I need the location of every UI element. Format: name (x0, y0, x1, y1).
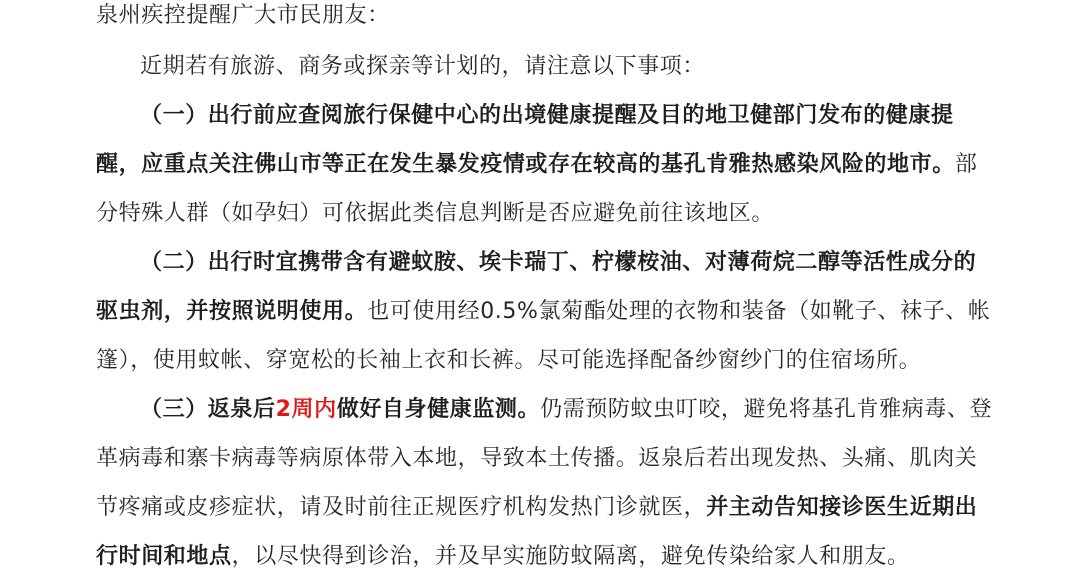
item3-line3-normal-text: 节疼痛或皮疹症状，请及时前往正规医疗机构发热门诊就医， (96, 495, 707, 520)
item1-line1-text: （一）出行前应查阅旅行保健中心的出境健康提醒及目的地卫健部门发布的健康提 (140, 103, 954, 128)
item3-line4-tail-text: ，以尽快得到诊治，并及早实施防蚊隔离，避免传染给家人和朋友。 (231, 544, 910, 569)
item2-line2-bold-text: 驱虫剂，并按照说明使用。 (96, 299, 368, 324)
item2-line3 (96, 346, 921, 376)
item3-line3-bold-text: 并主动告知接诊医生近期出 (706, 495, 978, 520)
item1-line1 (140, 101, 954, 131)
item3-line1-bold-b-text: 做好自身健康监测。 (336, 397, 541, 422)
item2-line3-text: 篷），使用蚊帐、穿宽松的长袖上衣和长裤。尽可能选择配备纱窗纱门的住宿场所。 (96, 348, 922, 373)
item1-line2-bold-text: 醒，应重点关注佛山市等正在发生暴发疫情或存在较高的基孔肯雅热感染风险的地市。 (96, 152, 955, 177)
item3-line1 (140, 395, 992, 425)
greeting-text: 泉州疾控提醒广大市民朋友： (96, 3, 390, 28)
item3-line1-bold-a-text: （三）返泉后 (140, 397, 276, 422)
item2-line2-tail-text: 也可使用经0.5%氯菊酯处理的衣物和装备（如靴子、袜子、帐 (367, 299, 991, 324)
item2-line2 (96, 297, 991, 327)
item2-line1-text: （二）出行时宜携带含有避蚊胺、埃卡瑞丁、柠檬桉油、对薄荷烷二醇等活性成分的 (140, 250, 977, 275)
item3-line1-tail-text: 仍需预防蚊虫叮咬，避免将基孔肯雅病毒、登 (540, 397, 993, 422)
item3-line2 (96, 444, 977, 474)
intro-line (140, 52, 705, 82)
item3-line4-bold-text: 行时间和地点 (96, 544, 232, 569)
item3-highlight-text: 2周内 (275, 397, 337, 422)
item3-line3 (96, 493, 977, 523)
item1-line2 (96, 150, 977, 180)
item2-line1 (140, 248, 976, 278)
item1-line3-text: 分特殊人群（如孕妇）可依据此类信息判断是否应避免前往该地区。 (96, 201, 775, 226)
item1-line3 (96, 199, 774, 229)
item1-line2-tail-text: 部 (954, 152, 978, 177)
item3-line2-text: 革病毒和寨卡病毒等病原体带入本地，导致本土传播。返泉后若出现发热、头痛、肌肉关 (96, 446, 978, 471)
item3-line4 (96, 542, 910, 572)
greeting-line (96, 1, 390, 31)
intro-text: 近期若有旅游、商务或探亲等计划的，请注意以下事项： (140, 54, 706, 79)
